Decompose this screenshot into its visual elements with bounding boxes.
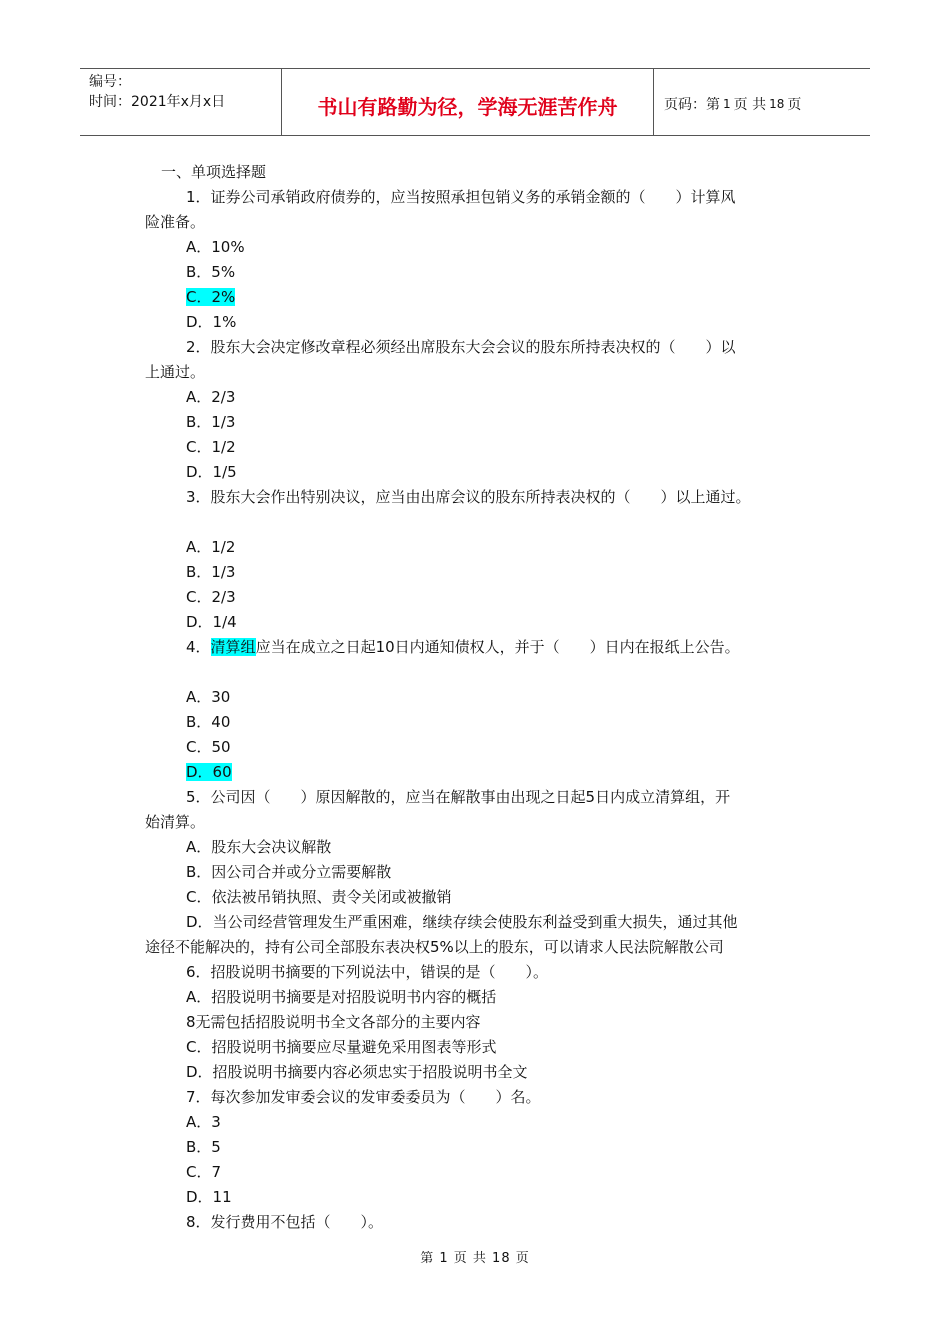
spacer	[145, 510, 825, 535]
q6-option-d: D．招股说明书摘要内容必须忠实于招股说明书全文	[186, 1063, 528, 1081]
question-4: 4．清算组应当在成立之日起10日内通知债权人，并于（ ）日内在报纸上公告。	[186, 638, 740, 656]
question-2-cont: 上通过。	[145, 363, 206, 381]
question-3: 3．股东大会作出特别决议，应当由出席会议的股东所持表决权的（ ）以上通过。	[186, 488, 751, 506]
q7-option-c: C．7	[186, 1163, 222, 1181]
page-prefix: 页码：第	[664, 97, 720, 113]
q7-option-d: D．11	[186, 1188, 232, 1206]
question-2: 2．股东大会决定修改章程必须经出席股东大会会议的股东所持表决权的（ ）以	[186, 338, 736, 356]
page-footer: 第 1 页 共 18 页	[420, 1251, 530, 1266]
q5-option-a: A．股东大会决议解散	[186, 838, 332, 856]
spacer	[145, 660, 825, 685]
question-1-cont: 险准备。	[145, 213, 206, 231]
number-label: 编号：	[89, 74, 131, 90]
q5-option-d: D．当公司经营管理发生严重困难，继续存续会使股东利益受到重大损失，通过其他	[186, 913, 738, 931]
header-meta	[80, 69, 282, 135]
document-body	[145, 160, 825, 1235]
page-suffix: 页	[787, 97, 802, 113]
q1-option-a: A．10%	[186, 238, 245, 256]
q3-option-b: B．1/3	[186, 563, 236, 581]
keyword-highlight: 清算组	[210, 638, 256, 656]
q6-option-c: C．招股说明书摘要应尽量避免采用图表等形式	[186, 1038, 497, 1056]
q5-option-b: B．因公司合并或分立需要解散	[186, 863, 392, 881]
question-8: 8．发行费用不包括（ ）。	[186, 1213, 384, 1231]
question-5-cont: 始清算。	[145, 813, 206, 831]
page-total: 18	[769, 97, 785, 111]
q3-option-a: A．1/2	[186, 538, 236, 556]
q1-option-b: B．5%	[186, 263, 236, 281]
answer-highlight: D．60	[186, 763, 232, 781]
q5-option-c: C．依法被吊销执照、责令关闭或被撤销	[186, 888, 452, 906]
header-motto: 书山有路勤为径，学海无涯苦作舟	[282, 69, 654, 135]
q1-option-d: D．1%	[186, 313, 237, 331]
q6-option-a: A．招股说明书摘要是对招股说明书内容的概括	[186, 988, 497, 1006]
answer-highlight: C．2%	[186, 288, 236, 306]
q2-option-c: C．1/2	[186, 438, 236, 456]
section-title: 一、单项选择题	[161, 163, 267, 181]
q4-option-d	[145, 760, 825, 785]
q6-option-b: 8无需包括招股说明书全文各部分的主要内容	[186, 1013, 481, 1031]
page-header	[80, 68, 870, 136]
q7-option-a: A．3	[186, 1113, 221, 1131]
header-page-info	[654, 69, 870, 135]
q2-option-d: D．1/5	[186, 463, 237, 481]
q5-option-d-cont: 途径不能解决的，持有公司全部股东表决权5%以上的股东，可以请求人民法院解散公司	[145, 938, 724, 956]
q2-option-b: B．1/3	[186, 413, 236, 431]
time-label: 时间：2021年x月x日	[89, 94, 226, 110]
question-1: 1．证券公司承销政府债券的，应当按照承担包销义务的承销金额的（ ）计算风	[186, 188, 736, 206]
page-current: 1	[723, 97, 731, 111]
q4-option-a: A．30	[186, 688, 231, 706]
question-7: 7．每次参加发审委会议的发审委委员为（ ）名。	[186, 1088, 541, 1106]
q4-option-b: B．40	[186, 713, 231, 731]
page-mid: 页 共	[733, 97, 767, 113]
q2-option-a: A．2/3	[186, 388, 236, 406]
q3-option-c: C．2/3	[186, 588, 236, 606]
question-5: 5．公司因（ ）原因解散的，应当在解散事由出现之日起5日内成立清算组，开	[186, 788, 731, 806]
q3-option-d: D．1/4	[186, 613, 237, 631]
question-6: 6．招股说明书摘要的下列说法中，错误的是（ ）。	[186, 963, 549, 981]
q7-option-b: B．5	[186, 1138, 221, 1156]
q4-option-c: C．50	[186, 738, 231, 756]
q1-option-c	[145, 285, 825, 310]
